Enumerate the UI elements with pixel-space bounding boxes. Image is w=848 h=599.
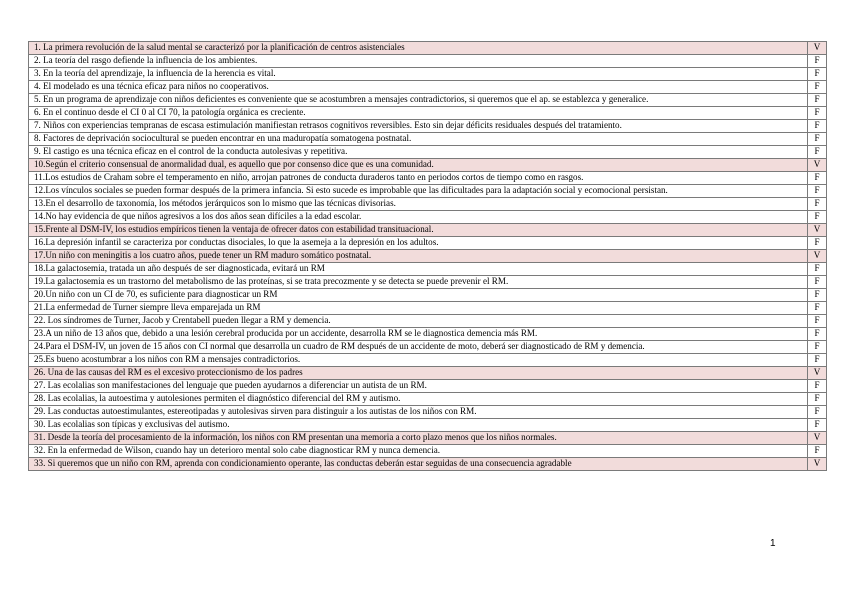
question-text: 21.La enfermedad de Turner siempre lleva emparejada un RM bbox=[29, 302, 808, 315]
answer-cell: F bbox=[808, 107, 827, 120]
answer-cell: F bbox=[808, 276, 827, 289]
answer-cell: F bbox=[808, 289, 827, 302]
table-row bbox=[29, 133, 827, 146]
question-text: 3. En la teoría del aprendizaje, la influencia de la herencia es vital. bbox=[29, 68, 808, 81]
table-row bbox=[29, 94, 827, 107]
answer-cell: V bbox=[808, 432, 827, 445]
question-text: 33. Si queremos que un niño con RM, aprenda con condicionamiento operante, las conductas deberán estar seguidas de una consecuencia agradable bbox=[29, 458, 808, 471]
table-row bbox=[29, 211, 827, 224]
answer-cell: V bbox=[808, 250, 827, 263]
question-text: 12.Los vínculos sociales se pueden formar después de la primera infancia. Si esto sucede es improbable que las dificultades para la adaptación social y ecomocional persistan. bbox=[29, 185, 808, 198]
question-text: 6. En el continuo desde el CI 0 al CI 70, la patología orgánica es creciente. bbox=[29, 107, 808, 120]
table-row bbox=[29, 445, 827, 458]
question-text: 11.Los estudios de Craham sobre el temperamento en niño, arrojan patrones de conducta duraderos tanto en periodos cortos de tiempo como en rasgos. bbox=[29, 172, 808, 185]
table-row bbox=[29, 367, 827, 380]
question-table-body bbox=[29, 42, 827, 471]
table-row bbox=[29, 380, 827, 393]
answer-cell: V bbox=[808, 458, 827, 471]
question-text: 4. El modelado es una técnica eficaz para niños no cooperativos. bbox=[29, 81, 808, 94]
answer-cell: F bbox=[808, 393, 827, 406]
table-row bbox=[29, 81, 827, 94]
question-text: 17.Un niño con meningitis a los cuatro años, puede tener un RM maduro somático postnatal. bbox=[29, 250, 808, 263]
table-row bbox=[29, 55, 827, 68]
answer-cell: F bbox=[808, 315, 827, 328]
question-text: 7. Niños con experiencias tempranas de escasa estimulación manifiestan retrasos cognitivos reversibles. Esto sin dejar déficits residuales después del tratamiento. bbox=[29, 120, 808, 133]
question-text: 32. En la enfermedad de Wilson, cuando hay un deterioro mental solo cabe diagnosticar RM y nunca demencia. bbox=[29, 445, 808, 458]
answer-cell: F bbox=[808, 380, 827, 393]
answer-cell: F bbox=[808, 133, 827, 146]
answer-cell: F bbox=[808, 406, 827, 419]
page-number: 1 bbox=[770, 538, 776, 549]
table-row bbox=[29, 224, 827, 237]
question-text: 8. Factores de deprivación sociocultural se pueden encontrar en una maduropatía somatogena postnatal. bbox=[29, 133, 808, 146]
question-text: 18.La galactosemia, tratada un año después de ser diagnosticada, evitará un RM bbox=[29, 263, 808, 276]
table-row bbox=[29, 406, 827, 419]
question-text: 30. Las ecolalias son típicas y exclusivas del autismo. bbox=[29, 419, 808, 432]
table-row bbox=[29, 341, 827, 354]
table-row bbox=[29, 328, 827, 341]
answer-cell: F bbox=[808, 445, 827, 458]
table-row bbox=[29, 419, 827, 432]
table-row bbox=[29, 198, 827, 211]
question-text: 10.Según el criterio consensual de anormalidad dual, es aquello que por consenso dice que es una comunidad. bbox=[29, 159, 808, 172]
question-text: 9. El castigo es una técnica eficaz en el control de la conducta autolesivas y repetitiva. bbox=[29, 146, 808, 159]
answer-cell: V bbox=[808, 367, 827, 380]
question-text: 2. La teoría del rasgo defiende la influencia de los ambientes. bbox=[29, 55, 808, 68]
table-row bbox=[29, 354, 827, 367]
question-text: 5. En un programa de aprendizaje con niños deficientes es conveniente que se acostumbren a mensajes contradictorios, si queremos que el ap. se establezca y generalice. bbox=[29, 94, 808, 107]
answer-cell: F bbox=[808, 185, 827, 198]
question-text: 1. La primera revolución de la salud mental se caracterizó por la planificación de centros asistenciales bbox=[29, 42, 808, 55]
question-text: 24.Para el DSM-IV, un joven de 15 años con CI normal que desarrolla un cuadro de RM después de un accidente de moto, deberá ser diagnosticado de RM y demencia. bbox=[29, 341, 808, 354]
answer-cell: F bbox=[808, 237, 827, 250]
answer-cell: V bbox=[808, 224, 827, 237]
answer-cell: F bbox=[808, 55, 827, 68]
answer-cell: F bbox=[808, 328, 827, 341]
question-text: 13.En el desarrollo de taxonomía, los métodos jerárquicos son lo mismo que las técnicas divisorias. bbox=[29, 198, 808, 211]
question-text: 15.Frente al DSM-IV, los estudios empíricos tienen la ventaja de ofrecer datos con estabilidad transituacional. bbox=[29, 224, 808, 237]
question-text: 16.La depresión infantil se caracteriza por conductas disociales, lo que la asemeja a la depresión en los adultos. bbox=[29, 237, 808, 250]
table-row bbox=[29, 458, 827, 471]
table-row bbox=[29, 159, 827, 172]
question-text: 19.La galactosemia es un trastorno del metabolismo de las proteínas, si se trata precozmente y se detecta se puede prevenir el RM. bbox=[29, 276, 808, 289]
question-text: 23.A un niño de 13 años que, debido a una lesión cerebral producida por un accidente, desarrolla RM se le diagnostica demencia más RM. bbox=[29, 328, 808, 341]
answer-cell: F bbox=[808, 198, 827, 211]
answer-cell: F bbox=[808, 354, 827, 367]
answer-cell: F bbox=[808, 211, 827, 224]
table-row bbox=[29, 172, 827, 185]
table-row bbox=[29, 250, 827, 263]
question-text: 28. Las ecolalias, la autoestima y autolesiones permiten el diagnóstico diferencial del RM y autismo. bbox=[29, 393, 808, 406]
question-text: 29. Las conductas autoestimulantes, estereotipadas y autolesivas sirven para distinguir a los autistas de los niños con RM. bbox=[29, 406, 808, 419]
answer-cell: F bbox=[808, 263, 827, 276]
table-row bbox=[29, 315, 827, 328]
question-text: 25.Es bueno acostumbrar a los niños con RM a mensajes contradictorios. bbox=[29, 354, 808, 367]
question-text: 20.Un niño con un CI de 70, es suficiente para diagnosticar un RM bbox=[29, 289, 808, 302]
table-row bbox=[29, 289, 827, 302]
question-text: 26. Una de las causas del RM es el excesivo proteccionismo de los padres bbox=[29, 367, 808, 380]
answer-cell: F bbox=[808, 120, 827, 133]
table-row bbox=[29, 185, 827, 198]
answer-cell: F bbox=[808, 146, 827, 159]
table-row bbox=[29, 302, 827, 315]
question-text: 14.No hay evidencia de que niños agresivos a los dos años sean difíciles a la edad escolar. bbox=[29, 211, 808, 224]
answer-cell: F bbox=[808, 302, 827, 315]
question-table bbox=[28, 41, 827, 471]
table-row bbox=[29, 393, 827, 406]
table-row bbox=[29, 146, 827, 159]
answer-cell: F bbox=[808, 94, 827, 107]
answer-cell: V bbox=[808, 159, 827, 172]
answer-cell: F bbox=[808, 341, 827, 354]
question-text: 27. Las ecolalias son manifestaciones del lenguaje que pueden ayudarnos a diferenciar un autista de un RM. bbox=[29, 380, 808, 393]
table-row bbox=[29, 237, 827, 250]
answer-cell: F bbox=[808, 172, 827, 185]
table-row bbox=[29, 276, 827, 289]
table-row bbox=[29, 263, 827, 276]
table-row bbox=[29, 120, 827, 133]
table-row bbox=[29, 107, 827, 120]
table-row bbox=[29, 42, 827, 55]
table-row bbox=[29, 432, 827, 445]
table-row bbox=[29, 68, 827, 81]
answer-cell: F bbox=[808, 81, 827, 94]
answer-cell: V bbox=[808, 42, 827, 55]
answer-cell: F bbox=[808, 68, 827, 81]
question-text: 31. Desde la teoría del procesamiento de la información, los niños con RM presentan una memoria a corto plazo menos que los niños normales. bbox=[29, 432, 808, 445]
answer-cell: F bbox=[808, 419, 827, 432]
question-text: 22. Los síndromes de Turner, Jacob y Crentabell pueden llegar a RM y demencia. bbox=[29, 315, 808, 328]
